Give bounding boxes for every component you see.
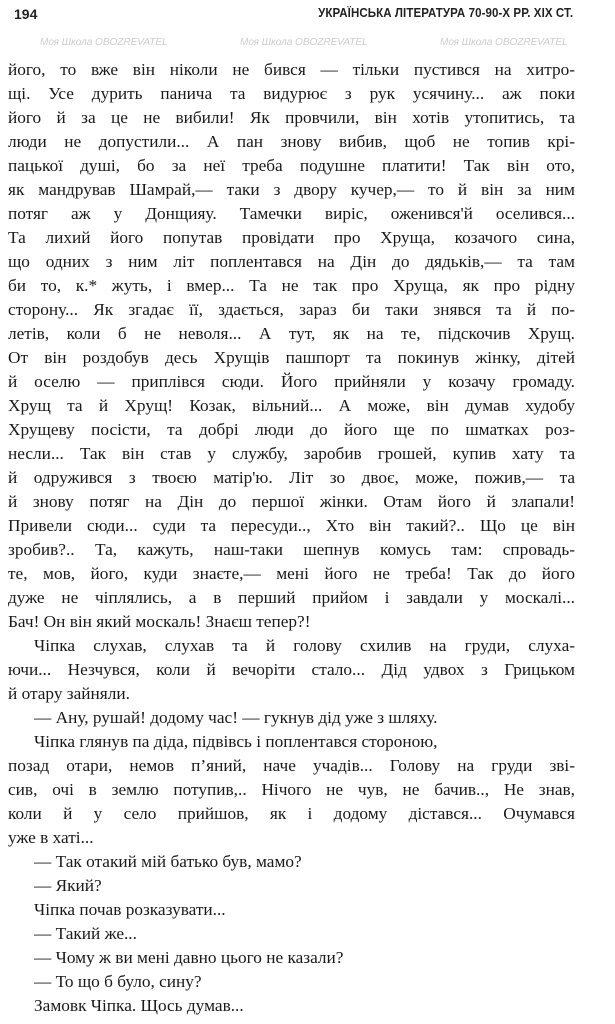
text-line: Привели сюди... суди та пересуди.., Хто він такий?.. Що це він: [8, 516, 575, 535]
text-line: — Так отакий мій батько був, мамо?: [34, 852, 302, 871]
text-line: люди не допустили... А пан знову вибив, щоб не топив крі-: [8, 132, 575, 151]
text-line: — Чому ж ви мені давно цього не казали?: [34, 948, 344, 967]
text-line: сторону... Як згадає її, здається, зараз би таки знявся та й по-: [8, 300, 575, 319]
body-text: [8, 58, 575, 1018]
watermark: Моя Школа OBOZREVATEL: [440, 37, 568, 48]
watermark: Моя Школа OBOZREVATEL: [40, 37, 168, 48]
text-line: Хрущ та й Хрущ! Козак, вільний... А може, він думав худобу: [8, 396, 575, 415]
text-line: От він роздобув десь Хрущів пашпорт та покинув жінку, дітей: [8, 348, 575, 367]
watermark: Моя Школа OBOZREVATEL: [240, 37, 368, 48]
text-line: Чіпка почав розказувати...: [34, 900, 226, 919]
text-line: зробив?.. Та, кажуть, наш-таки шепнув комусь там: спровадь-: [8, 540, 575, 559]
text-line: його, то вже він ніколи не бився — тільки пустився на хитро-: [8, 60, 575, 79]
text-line: сив, очі в землю потупив,.. Нічого не чув, не бачив.., Не знав,: [8, 780, 575, 799]
text-line: ючи... Незчувся, коли й вечоріти стало... Дід удвох з Грицьком: [8, 660, 575, 679]
text-line: би то, к.* жуть, і вмер... Та не так про Хруща, як про рідну: [8, 276, 575, 295]
text-line: Замовк Чіпка. Щось думав...: [34, 996, 244, 1015]
text-line: летів, коли б не неволя... А тут, як на те, підскочив Хрущ.: [8, 324, 575, 343]
text-line: позад отари, немов п’яний, наче учадів... Голову на груди зві-: [8, 756, 575, 775]
text-line: — Такий же...: [34, 924, 137, 943]
running-title: УКРАЇНСЬКА ЛІТЕРАТУРА 70-90-Х РР. XIX СТ.: [318, 6, 573, 20]
text-line: те, мов, його, куди знаєте,— мені його не треба! Так до його: [8, 564, 575, 583]
text-line: дуже не чіплялись, а в перший прийом і завдали у москалі...: [8, 588, 575, 607]
text-line: його й за це не вибили! Як провчили, він хотів утопитись, та: [8, 108, 575, 127]
page-number: 194: [14, 6, 38, 22]
text-line: Бач! Он він який москаль! Знаєш тепер?!: [8, 612, 311, 631]
text-line: що одних з ним літ поплентався на Дін до дядьків,— та там: [8, 252, 575, 271]
text-line: й одружився з твоєю матір'ю. Літ зо двоє, може, пожив,— та: [8, 468, 575, 487]
text-line: як мандрував Шамрай,— таки з двору кучер,— то й він за ним: [8, 180, 575, 199]
text-line: й оселю — приплівся сюди. Його прийняли у козачу громаду.: [8, 372, 575, 391]
text-line: уже в хаті...: [8, 828, 94, 847]
text-line: Чіпка глянув па діда, підвівсь і поплентався стороною,: [34, 732, 438, 751]
text-line: потяг аж у Донщияу. Тамечки виріс, оженився'й оселився...: [8, 204, 575, 223]
text-line: пацької душі, бо за неї треба подушне платити! Так він ото,: [8, 156, 575, 175]
text-line: Чіпка слухав, слухав та й голову схилив на груди, слуха-: [34, 636, 575, 655]
text-line: несли... Так він став у службу, заробив грошей, купив хату та: [8, 444, 575, 463]
text-line: й знову потяг на Дін до першої жінки. Отам його й злапали!: [8, 492, 575, 511]
text-line: — Який?: [34, 876, 102, 895]
text-line: Та лихий його попутав провідати про Хруща, козачого сина,: [8, 228, 575, 247]
text-line: — То що б було, сину?: [34, 972, 202, 991]
text-line: й отару зайняли.: [8, 684, 130, 703]
text-line: коли й у село прийшов, як і додому дістався... Очумався: [8, 804, 575, 823]
text-line: щі. Усе дурить панича та видурює з рук усячину... аж поки: [8, 84, 575, 103]
text-line: Хрущеву посісти, та добрі люди до його ще по шматках роз-: [8, 420, 575, 439]
text-line: — Ану, рушай! додому час! — гукнув дід уже з шляху.: [34, 708, 438, 727]
